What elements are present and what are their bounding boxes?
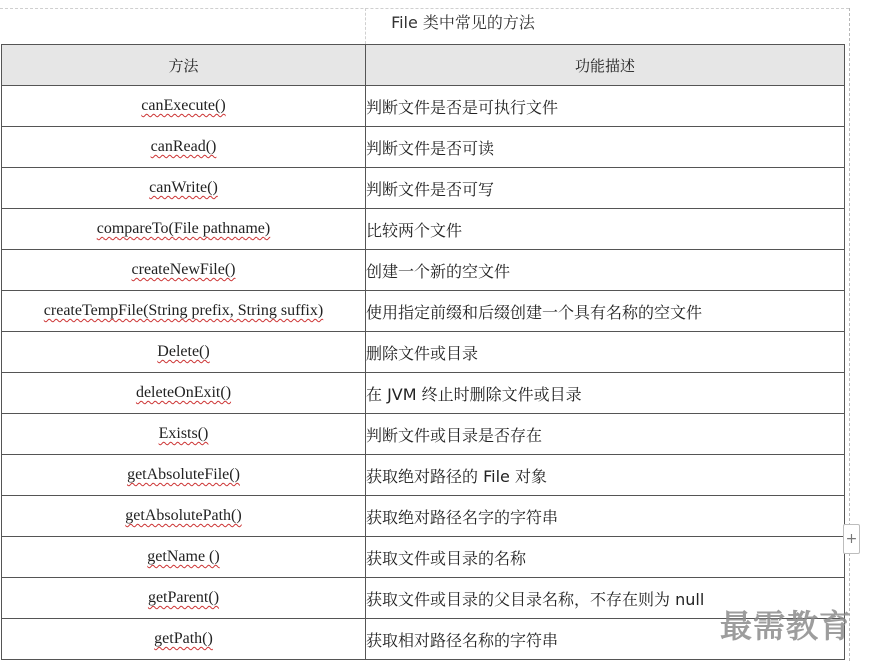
page-right-border xyxy=(849,8,850,661)
method-name: getParent() xyxy=(147,589,220,606)
description-cell: 获取绝对路径名字的字符串 xyxy=(366,496,845,537)
description-cell: 获取相对路径名称的字符串 xyxy=(366,619,845,660)
method-name: Delete() xyxy=(157,343,210,360)
method-name: createTempFile(String prefix, String suffix) xyxy=(43,302,324,319)
method-name: getAbsoluteFile() xyxy=(127,466,240,483)
table-row xyxy=(2,578,845,619)
method-cell xyxy=(2,455,366,496)
method-cell xyxy=(2,86,366,127)
method-name: getPath() xyxy=(154,630,213,647)
method-name: canWrite() xyxy=(149,179,218,196)
description-cell: 判断文件是否是可执行文件 xyxy=(366,86,845,127)
table-row xyxy=(2,250,845,291)
method-cell xyxy=(2,209,366,250)
method-cell xyxy=(2,250,366,291)
method-cell xyxy=(2,168,366,209)
method-cell xyxy=(2,578,366,619)
description-cell: 判断文件是否可读 xyxy=(366,127,845,168)
watermark-logo: 最需教育 xyxy=(720,607,853,645)
table-row xyxy=(2,86,845,127)
method-cell xyxy=(2,619,366,660)
method-cell xyxy=(2,373,366,414)
table-row xyxy=(2,537,845,578)
table-row xyxy=(2,373,845,414)
method-name: compareTo(File pathname) xyxy=(96,220,271,237)
description-cell: 获取绝对路径的 File 对象 xyxy=(366,455,845,496)
table-row xyxy=(2,455,845,496)
description-cell: 判断文件或目录是否存在 xyxy=(366,414,845,455)
description-cell: 删除文件或目录 xyxy=(366,332,845,373)
file-methods-table xyxy=(1,44,845,660)
method-cell xyxy=(2,332,366,373)
method-name: canRead() xyxy=(150,138,217,155)
method-cell xyxy=(2,291,366,332)
header-description: 功能描述 xyxy=(366,45,845,86)
page-top-border xyxy=(0,8,849,9)
table-row xyxy=(2,291,845,332)
description-cell: 比较两个文件 xyxy=(366,209,845,250)
header-method: 方法 xyxy=(2,45,366,86)
description-cell: 获取文件或目录的名称 xyxy=(366,537,845,578)
method-name: getName () xyxy=(147,548,220,565)
method-name: deleteOnExit() xyxy=(135,384,232,401)
table-row xyxy=(2,332,845,373)
description-cell: 获取文件或目录的父目录名称，不存在则为 null xyxy=(366,578,845,619)
table-caption: File 类中常见的方法 xyxy=(391,13,535,32)
method-cell xyxy=(2,414,366,455)
method-cell xyxy=(2,496,366,537)
table-row xyxy=(2,496,845,537)
method-name: createNewFile() xyxy=(131,261,236,278)
table-row xyxy=(2,209,845,250)
table-row xyxy=(2,619,845,660)
description-cell: 创建一个新的空文件 xyxy=(366,250,845,291)
method-name: Exists() xyxy=(158,425,209,442)
add-row-button[interactable]: + xyxy=(843,524,860,554)
table-header-row xyxy=(2,45,845,86)
description-cell: 在 JVM 终止时删除文件或目录 xyxy=(366,373,845,414)
description-cell: 判断文件是否可写 xyxy=(366,168,845,209)
method-cell xyxy=(2,127,366,168)
method-name: canExecute() xyxy=(141,97,226,114)
table-row xyxy=(2,168,845,209)
method-cell xyxy=(2,537,366,578)
table-row xyxy=(2,414,845,455)
method-name: getAbsolutePath() xyxy=(125,507,242,524)
description-cell: 使用指定前缀和后缀创建一个具有名称的空文件 xyxy=(366,291,845,332)
table-row xyxy=(2,127,845,168)
